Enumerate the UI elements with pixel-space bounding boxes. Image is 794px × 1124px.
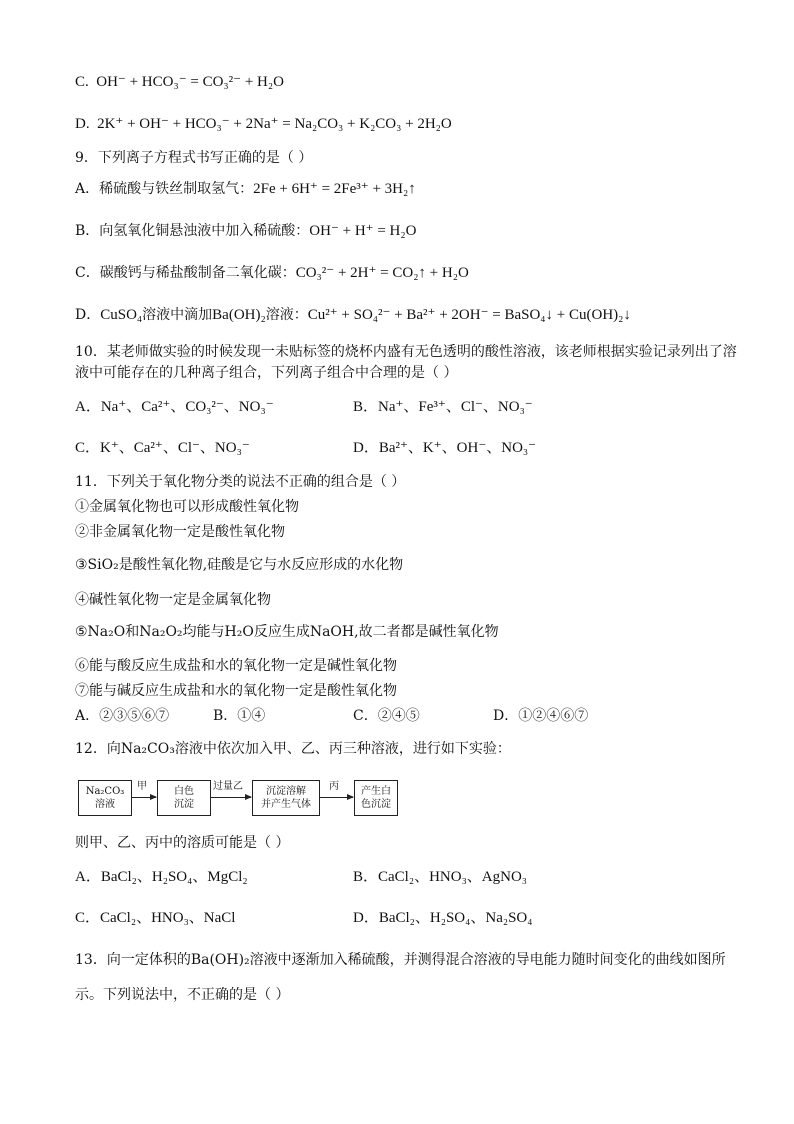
- q11-statement-5: ⑤Na₂O和Na₂O₂均能与H₂O反应生成NaOH,故二者都是碱性氧化物: [75, 624, 499, 640]
- q8-option-c: C. OH⁻ + HCO₃⁻ = CO₃²⁻ + H₂O: [75, 74, 284, 90]
- q9-option-b: B．向氢氧化铜悬浊液中加入稀硫酸：OH⁻ + H⁺ = H₂O: [75, 223, 417, 239]
- q11-stem: 11．下列关于氧化物分类的说法不正确的组合是（ ）: [75, 474, 406, 490]
- flow-box-white-precipitate-final: 产生白 色沉淀: [354, 780, 398, 816]
- q9-option-b-equation: OH⁻ + H⁺ = H₂O: [309, 223, 417, 239]
- q9-option-d: D．CuSO₄溶液中滴加Ba(OH)₂溶液：Cu²⁺ + SO₄²⁻ + Ba²⁺ + 2OH⁻ = BaSO₄↓ + Cu(OH)₂↓: [75, 307, 631, 323]
- q8-option-d: D. 2K⁺ + OH⁻ + HCO₃⁻ + 2Na⁺ = Na₂CO₃ + K₂CO₃ + 2H₂O: [75, 116, 452, 132]
- flow-arrow-3-label: 丙: [329, 781, 339, 792]
- flow-box-white-precipitate: 白色 沉淀: [157, 780, 211, 816]
- q12-option-a: A．BaCl₂、H₂SO₄、MgCl₂: [75, 869, 248, 885]
- q10-option-b: B．Na⁺、Fe³⁺、Cl⁻、NO₃⁻: [353, 399, 533, 415]
- flow-arrow-1: [132, 797, 156, 798]
- q11-statement-1: ①金属氧化物也可以形成酸性氧化物: [75, 499, 299, 515]
- q12-option-c: C．CaCl₂、HNO₃、NaCl: [75, 910, 236, 926]
- q12-option-d: D．BaCl₂、H₂SO₄、Na₂SO₄: [353, 910, 533, 926]
- flow-arrow-1-label: 甲: [137, 781, 147, 792]
- q9-option-c-equation: CO₃²⁻ + 2H⁺ = CO₂↑ + H₂O: [295, 265, 469, 281]
- q10-stem-line1: 10．某老师做实验的时候发现一未贴标签的烧杯内盛有无色透明的酸性溶液，该老师根据实验记录列出了溶: [75, 344, 737, 360]
- q9-stem: 9．下列离子方程式书写正确的是（ ）: [75, 150, 313, 166]
- q11-option-b: B．①④: [213, 708, 266, 724]
- q9-option-a: A．稀硫酸与铁丝制取氢气：2Fe + 6H⁺ = 2Fe³⁺ + 3H₂↑: [75, 181, 416, 197]
- q11-statement-4: ④碱性氧化物一定是金属氧化物: [75, 592, 271, 608]
- q11-statement-7: ⑦能与碱反应生成盐和水的氧化物一定是酸性氧化物: [75, 683, 397, 699]
- q13-stem-line2: 示。下列说法中，不正确的是（ ）: [75, 987, 290, 1003]
- q13-stem-line1: 13．向一定体积的Ba(OH)₂溶液中逐渐加入稀硫酸，并测得混合溶液的导电能力随时间变化的曲线如图所: [75, 952, 726, 968]
- q10-option-a: A．Na⁺、Ca²⁺、CO₃²⁻、NO₃⁻: [75, 399, 274, 415]
- q10-option-d: D．Ba²⁺、K⁺、OH⁻、NO₃⁻: [353, 440, 537, 456]
- q11-statement-3: ③SiO₂是酸性氧化物,硅酸是它与水反应形成的水化物: [75, 557, 404, 573]
- q11-statement-6: ⑥能与酸反应生成盐和水的氧化物一定是碱性氧化物: [75, 658, 397, 674]
- q11-option-d: D．①②④⑥⑦: [493, 708, 589, 724]
- q11-statement-2: ②非金属氧化物一定是酸性氧化物: [75, 524, 285, 540]
- q9-option-a-equation: 2Fe + 6H⁺ = 2Fe³⁺ + 3H₂↑: [253, 181, 416, 197]
- q11-option-a: A．②③⑤⑥⑦: [75, 708, 170, 724]
- q11-option-c: C．②④⑤: [353, 708, 420, 724]
- q12-flow-diagram: [78, 780, 398, 820]
- q10-option-c: C．K⁺、Ca²⁺、Cl⁻、NO₃⁻: [75, 440, 250, 456]
- q8-option-c-equation: OH⁻ + HCO₃⁻ = CO₃²⁻ + H₂O: [96, 74, 284, 90]
- q12-stem-2: 则甲、乙、丙中的溶质可能是（ ）: [75, 835, 290, 851]
- q8-option-d-equation: 2K⁺ + OH⁻ + HCO₃⁻ + 2Na⁺ = Na₂CO₃ + K₂CO₃ + 2H₂O: [97, 116, 452, 132]
- q9-option-c: C．碳酸钙与稀盐酸制备二氧化碳：CO₃²⁻ + 2H⁺ = CO₂↑ + H₂O: [75, 265, 469, 281]
- flow-box-dissolve-gas: 沉淀溶解 并产生气体: [252, 780, 320, 816]
- q10-stem-line2: 液中可能存在的几种离子组合，下列离子组合中合理的是（ ）: [75, 365, 458, 381]
- flow-arrow-2-label: 过量乙: [213, 781, 243, 792]
- q12-stem: 12．向Na₂CO₃溶液中依次加入甲、乙、丙三种溶液，进行如下实验：: [75, 741, 511, 757]
- flow-arrow-2: [211, 797, 251, 798]
- q12-option-b: B．CaCl₂、HNO₃、AgNO₃: [353, 869, 528, 885]
- flow-arrow-3: [320, 797, 353, 798]
- flow-box-na2co3-solution: Na₂CO₃ 溶液: [78, 780, 132, 816]
- q9-option-d-equation: Cu²⁺ + SO₄²⁻ + Ba²⁺ + 2OH⁻ = BaSO₄↓ + Cu(OH)₂↓: [307, 307, 631, 323]
